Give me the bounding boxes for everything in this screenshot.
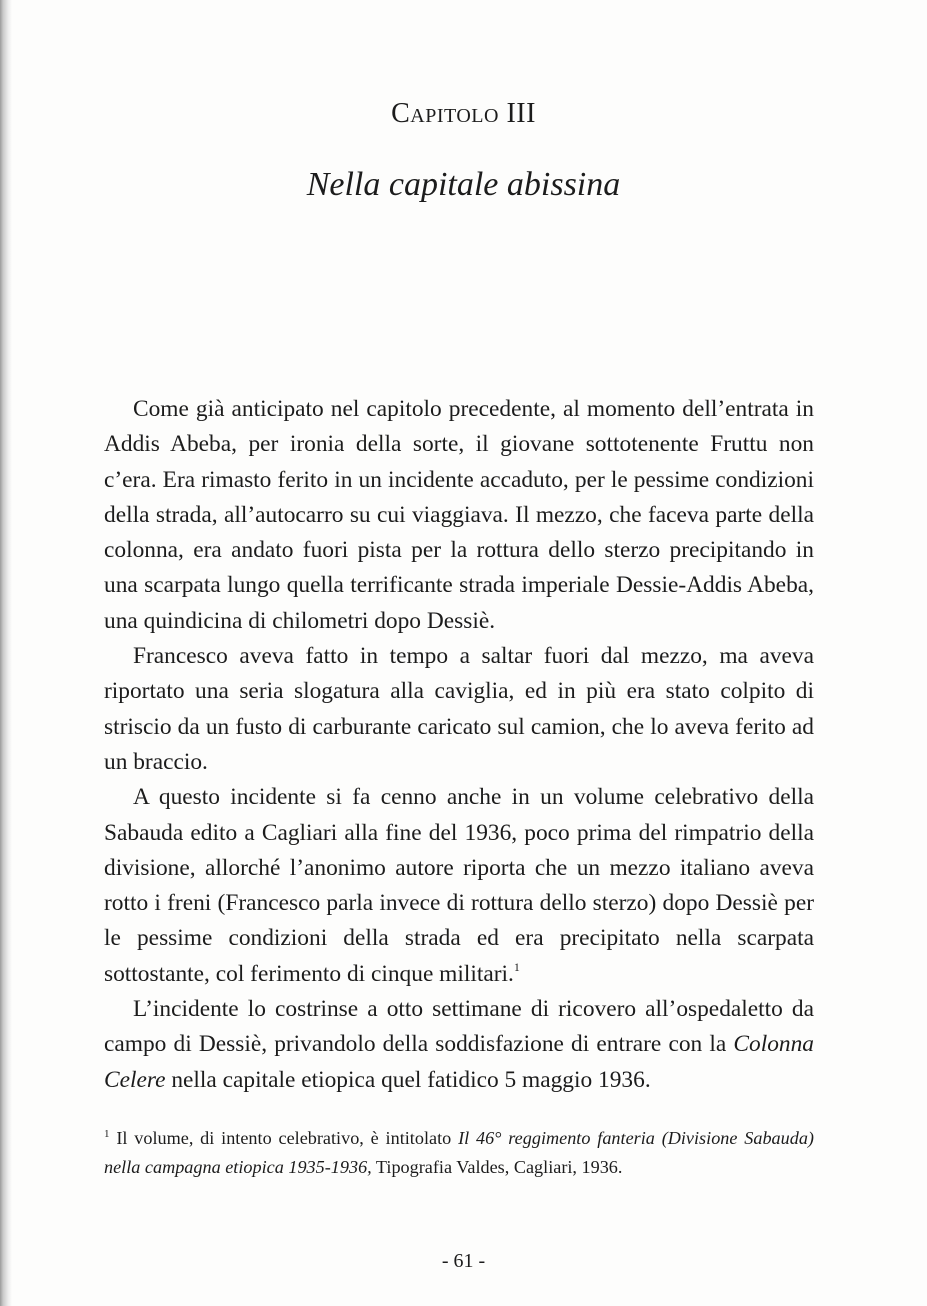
paragraph-2: Francesco aveva fatto in tempo a saltar fuori dal mezzo, ma aveva riportato una seria slogatura alla caviglia, ed in più era stato colpito di striscio da un fusto di carburante caricato sul camion, che lo aveva ferito ad un braccio. [104, 643, 814, 775]
paragraph-4 [104, 992, 814, 1098]
paragraph-3 [104, 780, 814, 992]
chapter-number: Capitolo III [391, 98, 536, 129]
paragraph-4-italic: Colonna Celere [104, 1031, 814, 1093]
paragraph-4-end: nella capitale etiopica quel fatidico 5 maggio 1936. [165, 1066, 651, 1093]
footnote-text-italic: Il 46° reggimento fanteria (Divisione Sabauda) nella campagna etiopica 1935-1936, [104, 1128, 814, 1177]
chapter-body [104, 392, 814, 1098]
paragraph-1: Come già anticipato nel capitolo precedente, al momento dell’entrata in Addis Abeba, per ironia della sorte, il giovane sottotenente Fruttu non c’era. Era rimasto ferito in un incidente accaduto, per le pessime condizioni della strada, all’autocarro su cui viaggiava. Il mezzo, che faceva parte della colonna, era andato fuori pista per la rottura dello sterzo precipitando in una scarpata lungo quella terrificante strada imperiale Dessie-Addis Abeba, una quindicina di chilometri dopo Dessiè. [104, 396, 814, 634]
footnote-text-end: Tipografia Valdes, Cagliari, 1936. [371, 1157, 623, 1177]
footnote-text-start: Il volume, di intento celebrativo, è intitolato [109, 1128, 459, 1148]
page-number: - 61 - [441, 1250, 486, 1272]
paragraph-4-start: L’incidente lo costrinse a otto settimane di ricovero all’ospedaletto da campo di Dessiè, privandolo della soddisfazione di entrare con la [104, 996, 814, 1058]
paragraph-3-text: A questo incidente si fa cenno anche in un volume celebrativo della Sabauda edito a Cagliari alla fine del 1936, poco prima del rimpatrio della divisione, allorché l’anonimo autore riporta che un mezzo italiano aveva rotto i freni (Francesco parla invece di rottura dello sterzo) dopo Dessiè per le pessime condizioni della strada ed era precipitato nella scarpata sottostante, col ferimento di cinque militari. [104, 784, 814, 987]
footnote-marker: 1 [104, 1128, 110, 1140]
footnote-reference: 1 [513, 959, 520, 974]
chapter-title: Nella capitale abissina [306, 166, 621, 203]
footnote [104, 1124, 814, 1182]
